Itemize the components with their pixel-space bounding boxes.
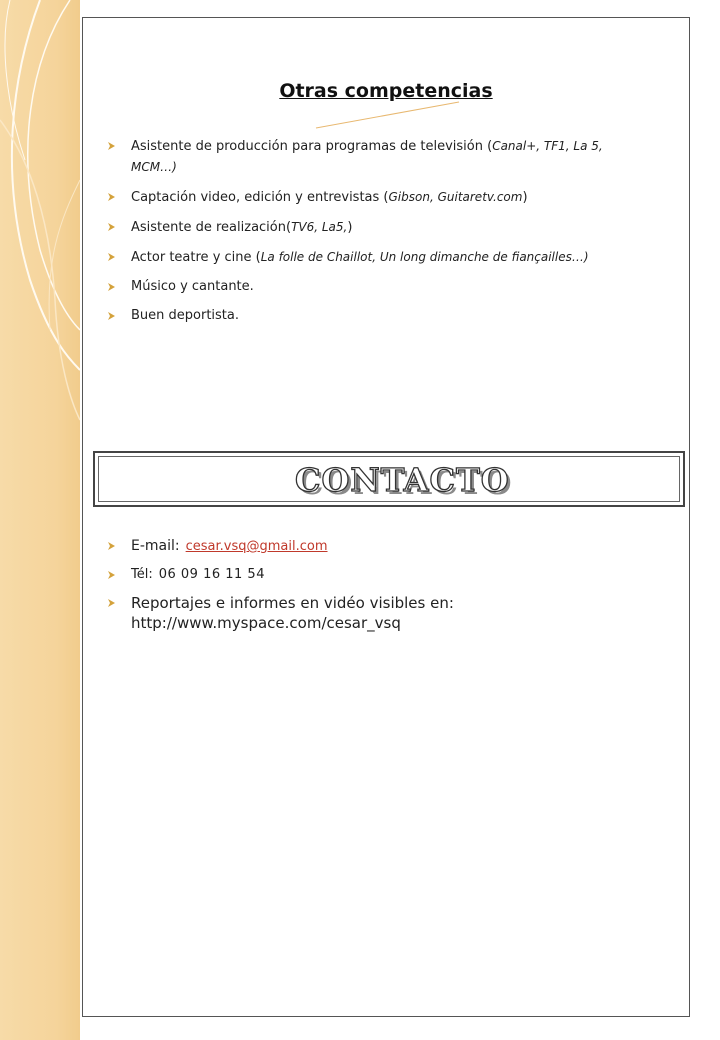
arrow-bullet-icon: [105, 217, 121, 237]
contacto-list: [105, 536, 649, 641]
list-item-video: [105, 593, 649, 633]
arrow-bullet-icon: [105, 306, 121, 326]
list-item: Asistente de producción para programas de televisión (Canal+, TF1, La 5, MCM…): [105, 136, 649, 178]
arrow-bullet-icon: [105, 565, 121, 585]
contacto-header-box: [93, 451, 685, 507]
arrow-bullet-icon: [105, 536, 121, 556]
arrow-bullet-icon: [105, 277, 121, 297]
list-item: Actor teatre y cine (La folle de Chaillot, Un long dimanche de fiançailles…): [105, 247, 649, 268]
list-item: Músico y cantante.: [105, 277, 649, 297]
list-item: Asistente de realización(TV6, La5,): [105, 217, 649, 238]
email-label: E-mail:: [131, 538, 180, 554]
list-item: Captación video, edición y entrevistas (Gibson, Guitaretv.com): [105, 187, 649, 208]
section-title-otras-competencias: Otras competencias: [279, 80, 493, 102]
list-item-email: [105, 536, 649, 557]
arrow-bullet-icon: [105, 187, 121, 207]
arrow-bullet-icon: [105, 593, 121, 613]
tel-value: 06 09 16 11 54: [158, 567, 265, 582]
video-text: Reportajes e informes en vidéo visibles en: http://www.myspace.com/cesar_vsq: [131, 594, 454, 632]
list-item-tel: [105, 565, 649, 585]
page-frame: [82, 17, 690, 1017]
section-title-contacto: CONTACTO: [295, 461, 510, 499]
competencias-list: [105, 136, 649, 335]
arrow-bullet-icon: [105, 247, 121, 267]
decorative-side-band: [0, 0, 80, 1040]
email-link[interactable]: cesar.vsq@gmail.com: [185, 539, 328, 554]
swirl-decoration-icon: [0, 0, 80, 1040]
title-underline-decoration: [313, 100, 463, 130]
list-item: Buen deportista.: [105, 306, 649, 326]
tel-label: Tél:: [131, 567, 153, 582]
arrow-bullet-icon: [105, 136, 121, 156]
